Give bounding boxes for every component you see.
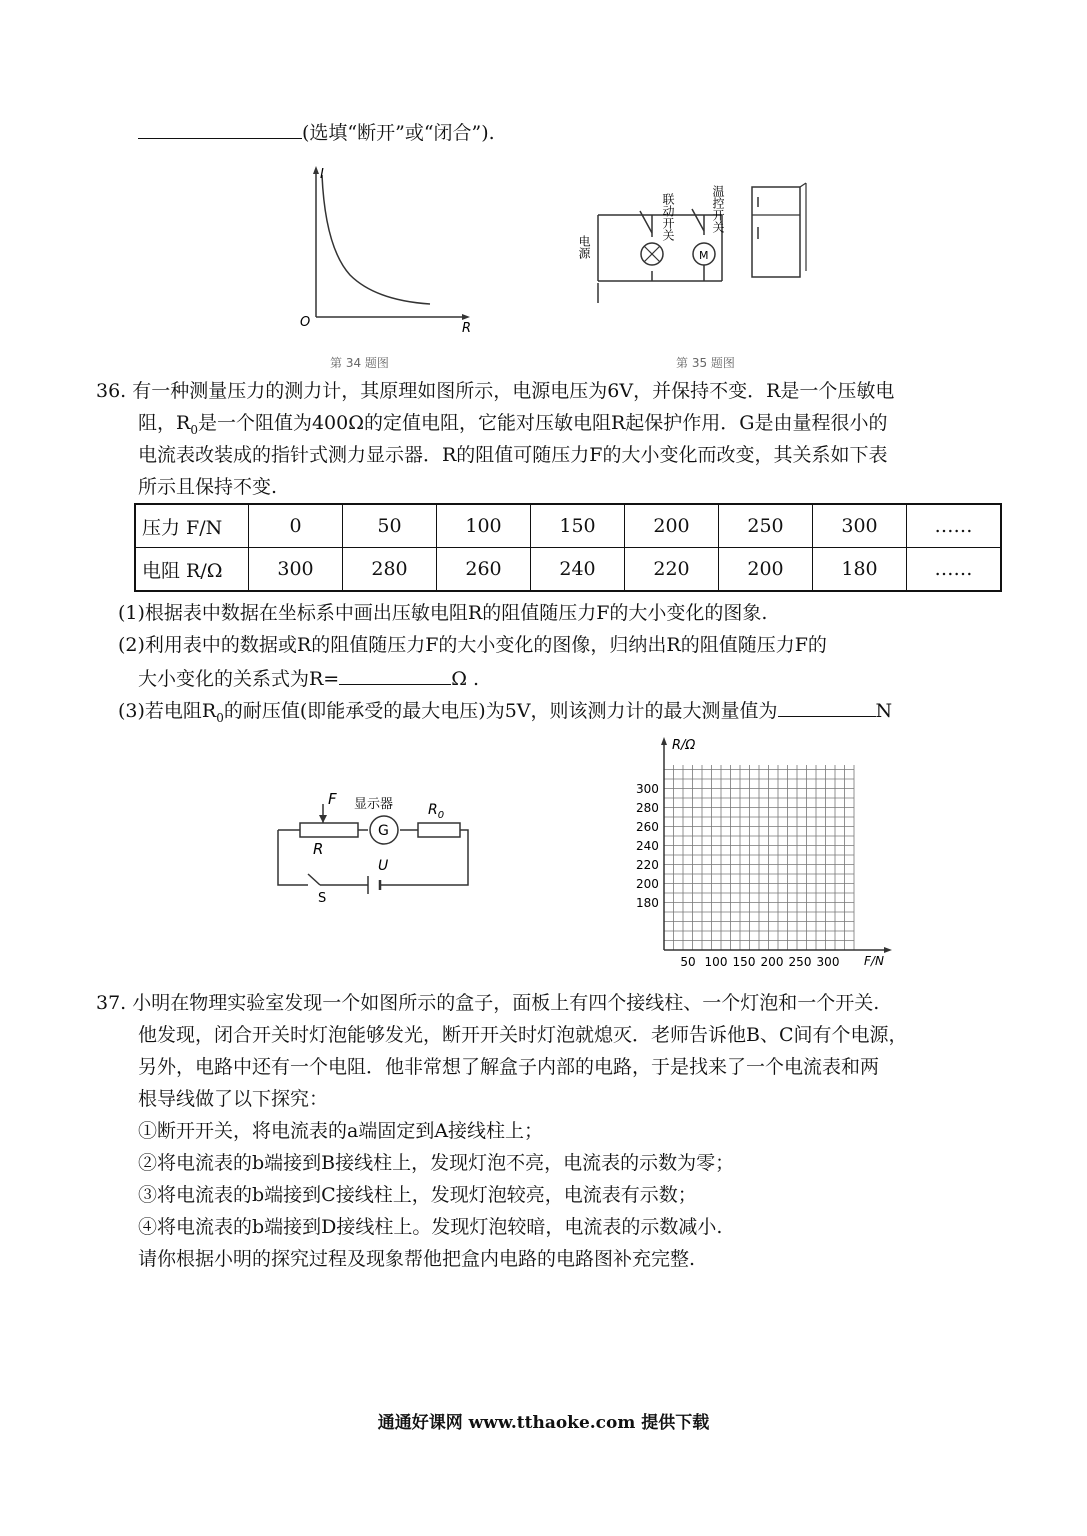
q37-step3: ③将电流表的b端接到C接线柱上，发现灯泡较亮，电流表有示数；: [138, 1184, 697, 1206]
q36-sub1: (1)根据表中数据在坐标系中画出压敏电阻R的阻值随压力F的大小变化的图象.: [118, 602, 768, 624]
q35-answer-line: [138, 118, 495, 146]
fig34-x-label: R: [462, 321, 472, 336]
graph-y-label: R/Ω: [672, 738, 696, 753]
table-header-resistance: 电阻 R/Ω: [135, 548, 249, 592]
x-tick-label: 250: [788, 955, 812, 969]
q36-line2: 阻，$R_0$是一个阻值为400Ω的定值电阻，它能对压敏电阻R起保护作用．G是由量程很小的: [138, 412, 888, 437]
y-tick-label: 240: [636, 839, 659, 853]
y-tick-label: 260: [636, 820, 659, 834]
table-row: 压力 F/N 0 50 100 150 200 250 300 ……: [135, 504, 1001, 548]
r-label: R: [313, 840, 324, 858]
fig34-origin: O: [300, 315, 311, 330]
u-label: U: [378, 858, 389, 874]
fig34-x-arrow: [462, 314, 470, 320]
q37-step4: ④将电流表的b端接到D接线柱上。发现灯泡较暗，电流表的示数减小.: [138, 1216, 723, 1238]
x-tick-label: 150: [732, 955, 756, 969]
fig35-temp-label: 温控开关: [711, 185, 725, 233]
q36-sub2a: (2)利用表中的数据或R的阻值随压力F的大小变化的图像，归纳出R的阻值随压力F的: [118, 634, 827, 656]
q37-line4: 根导线做了以下探究：: [138, 1088, 329, 1110]
force-resistance-table: [134, 503, 1002, 592]
table-header-force: 压力 F/N: [135, 504, 249, 548]
graph-grid: [664, 765, 854, 950]
answer-blank[interactable]: [778, 696, 876, 717]
q36-circuit: [268, 790, 478, 905]
switch-icon: [308, 874, 320, 885]
fig35-circuit: [577, 175, 820, 375]
galvanometer-label: G: [378, 823, 389, 839]
x-tick-label: 200: [760, 955, 784, 969]
y-tick-label: 200: [636, 877, 659, 891]
s-label: S: [318, 891, 327, 906]
q36-line1: 36. 有一种测量压力的测力计，其原理如图所示，电源电压为6V，并保持不变．R是一个压敏电: [96, 380, 895, 402]
q37-step2: ②将电流表的b端接到B接线柱上，发现灯泡不亮，电流表的示数为零；: [138, 1152, 735, 1174]
graph-x-label: F/N: [864, 954, 884, 968]
x-tick-label: 300: [816, 955, 840, 969]
fig35-temp-switch: [692, 209, 704, 231]
q35-hint: (选填“断开”或“闭合”).: [302, 122, 495, 144]
x-tick-label: 50: [680, 955, 696, 969]
fig34-y-label: I: [320, 167, 324, 182]
y-tick-label: 280: [636, 801, 659, 815]
fig35-linked-label: 联动开关: [661, 193, 675, 241]
q36-sub3: (3)若电阻$R_0$的耐压值(即能承受的最大电压)为5V，则该测力计的最大测量值为 N: [118, 696, 892, 731]
force-label: F: [328, 790, 337, 808]
q37-step1: ①断开开关，将电流表的a端固定到A接线柱上；: [138, 1120, 544, 1142]
sensor-resistor-icon: [300, 823, 358, 837]
answer-blank[interactable]: [339, 664, 451, 685]
y-tick-label: 220: [636, 858, 659, 872]
fig34-curve: [322, 175, 430, 304]
q36-grid-graph: [620, 735, 900, 970]
q37-line3: 另外，电路中还有一个电阻．他非常想了解盒子内部的电路，于是找来了一个电流表和两: [138, 1056, 880, 1078]
display-label: 显示器: [354, 797, 394, 812]
q37-line2: 他发现，闭合开关时灯泡能够发光，断开开关时灯泡就熄灭．老师告诉他B、C间有个电源，: [138, 1024, 908, 1046]
x-tick-label: 100: [704, 955, 728, 969]
q37-line1: 37. 小明在物理实验室发现一个如图所示的盒子，面板上有四个接线柱、一个灯泡和一个开关.: [96, 992, 880, 1014]
fig34-graph: [290, 160, 490, 375]
y-tick-label: 180: [636, 896, 659, 910]
q36-sub2b: 大小变化的关系式为R= Ω .: [138, 664, 479, 692]
fig35-motor-label: M: [699, 249, 709, 262]
r0-label: $R_0$: [428, 802, 445, 821]
y-tick-label: 300: [636, 782, 659, 796]
table-row: 电阻 R/Ω 300 280 260 240 220 200 180 ……: [135, 548, 1001, 592]
q37-final: 请你根据小明的探究过程及现象帮他把盒内电路的电路图补充完整.: [138, 1248, 696, 1270]
answer-blank[interactable]: [138, 118, 302, 139]
q36-line4: 所示且保持不变.: [138, 476, 278, 498]
fig35-caption: 第 35 题图: [676, 356, 735, 370]
fixed-resistor-icon: [418, 823, 460, 837]
fig34-caption: 第 34 题图: [330, 356, 389, 370]
fig34-y-arrow: [313, 166, 319, 174]
fridge-icon: [752, 183, 806, 277]
q36-line3: 电流表改装成的指针式测力显示器．R的阻值可随压力F的大小变化而改变，其关系如下表: [138, 444, 888, 466]
fig35-power-label: 电源: [577, 235, 591, 259]
page-footer: 通通好课网 www.tthaoke.com 提供下载: [377, 1413, 710, 1433]
